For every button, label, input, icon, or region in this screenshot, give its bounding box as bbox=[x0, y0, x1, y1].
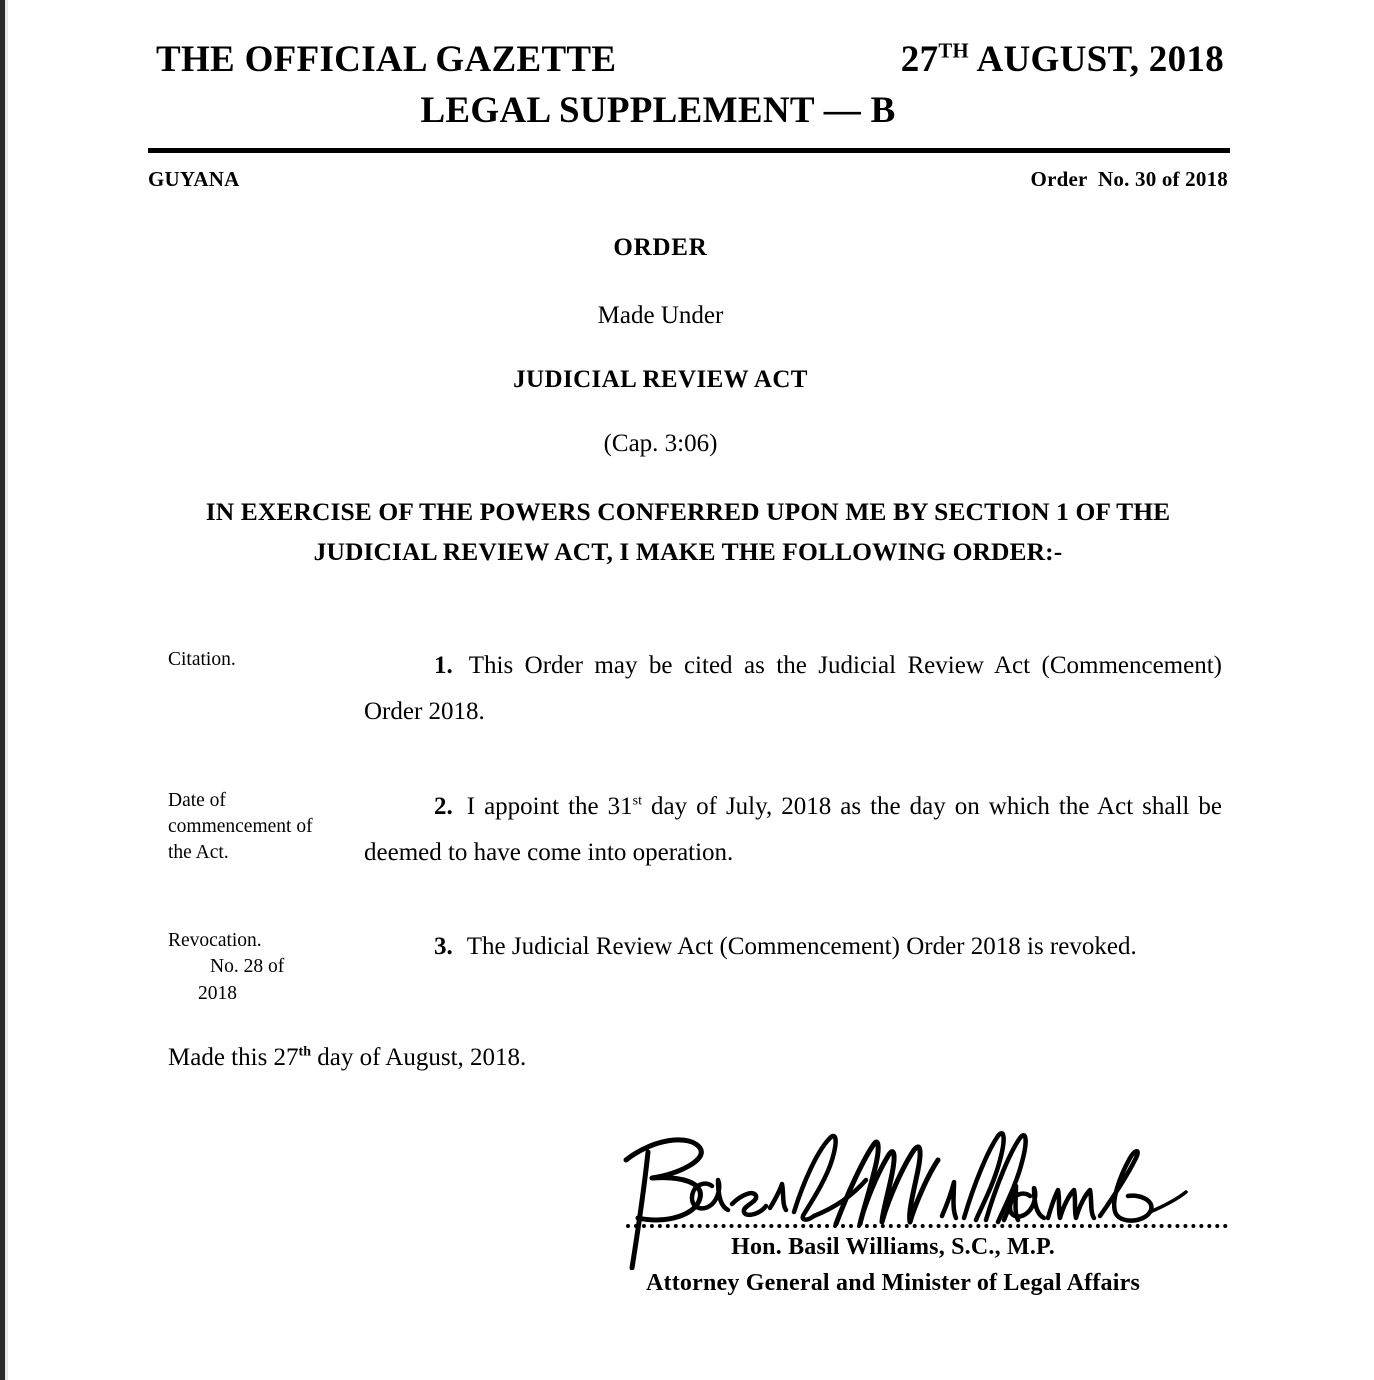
signatory-role: Attorney General and Minister of Legal Affairs bbox=[645, 1270, 1141, 1297]
marginal-note bbox=[168, 788, 358, 867]
clause-item bbox=[148, 643, 1228, 736]
signature-dotted-line bbox=[626, 1224, 1228, 1228]
clause-number: 2. bbox=[434, 792, 453, 820]
execution-date-suffix: day of August, 2018. bbox=[311, 1044, 527, 1072]
marginal-note-line: No. 28 of bbox=[210, 956, 285, 978]
gazette-date-day: 27 bbox=[900, 39, 939, 80]
clause-number: 3. bbox=[434, 933, 453, 961]
ordinal-suffix: th bbox=[298, 1044, 311, 1060]
execution-date-line bbox=[168, 1044, 1228, 1072]
masthead-top-row bbox=[148, 38, 1228, 81]
clause-number: 1. bbox=[434, 652, 453, 680]
order-heading: ORDER bbox=[613, 234, 708, 261]
marginal-note-line: the Act. bbox=[168, 842, 229, 864]
execution-date-prefix: Made this 27 bbox=[168, 1044, 299, 1072]
marginal-note bbox=[168, 647, 358, 673]
marginal-note-line: Date of bbox=[168, 789, 226, 811]
clause-paragraph-part-1: I appoint the 31 bbox=[466, 792, 633, 820]
marginal-note-line: Citation. bbox=[168, 649, 236, 671]
order-number-label: Order No. 30 of 2018 bbox=[1030, 167, 1228, 191]
clause-item bbox=[148, 784, 1228, 877]
title-block bbox=[148, 234, 1228, 458]
masthead-divider-rule bbox=[148, 148, 1230, 153]
clause-text bbox=[364, 784, 1222, 877]
clause-list bbox=[148, 643, 1228, 1004]
marginal-note-line: Revocation. bbox=[168, 930, 262, 952]
signature-block bbox=[148, 1122, 1228, 1312]
gazette-date-month-year: AUGUST, 2018 bbox=[968, 39, 1224, 80]
jurisdiction-label: GUYANA bbox=[148, 167, 240, 191]
chapter-reference: (Cap. 3:06) bbox=[603, 430, 718, 457]
signatory-name: Hon. Basil Williams, S.C., M.P. bbox=[731, 1234, 1055, 1261]
gazette-date bbox=[901, 38, 1224, 81]
gazette-date-ordinal-suffix: TH bbox=[938, 40, 969, 63]
scan-edge-artifact-light bbox=[5, 0, 8, 1380]
marginal-note-line: 2018 bbox=[198, 982, 237, 1004]
marginal-note bbox=[168, 928, 358, 1007]
act-name: JUDICIAL REVIEW ACT bbox=[513, 366, 808, 393]
gazette-title: THE OFFICIAL GAZETTE bbox=[156, 39, 617, 80]
clause-paragraph-part-2: day of July, 2018 as the day on which the Act shall be deemed to have come into operation. bbox=[364, 792, 1222, 866]
made-under-label: Made Under bbox=[597, 302, 724, 329]
marginal-note-line: commencement of bbox=[168, 815, 313, 837]
clause-paragraph: The Judicial Review Act (Commencement) Order 2018 is revoked. bbox=[466, 933, 1137, 961]
clause-paragraph: This Order may be cited as the Judicial Review Act (Commencement) Order 2018. bbox=[364, 652, 1222, 726]
page-content bbox=[148, 0, 1228, 1312]
ordinal-suffix: st bbox=[632, 793, 642, 809]
clause-text bbox=[364, 643, 1222, 736]
clause-text bbox=[364, 924, 1222, 970]
legal-supplement-line: LEGAL SUPPLEMENT — B bbox=[420, 90, 896, 131]
jurisdiction-row bbox=[148, 167, 1228, 192]
preamble-paragraph: IN EXERCISE OF THE POWERS CONFERRED UPON ME BY SECTION 1 OF THE JUDICIAL REVIEW ACT, I MAKE THE FOLLOWING ORDER:- bbox=[205, 497, 1171, 566]
masthead bbox=[148, 0, 1228, 192]
clause-item bbox=[148, 924, 1228, 1004]
